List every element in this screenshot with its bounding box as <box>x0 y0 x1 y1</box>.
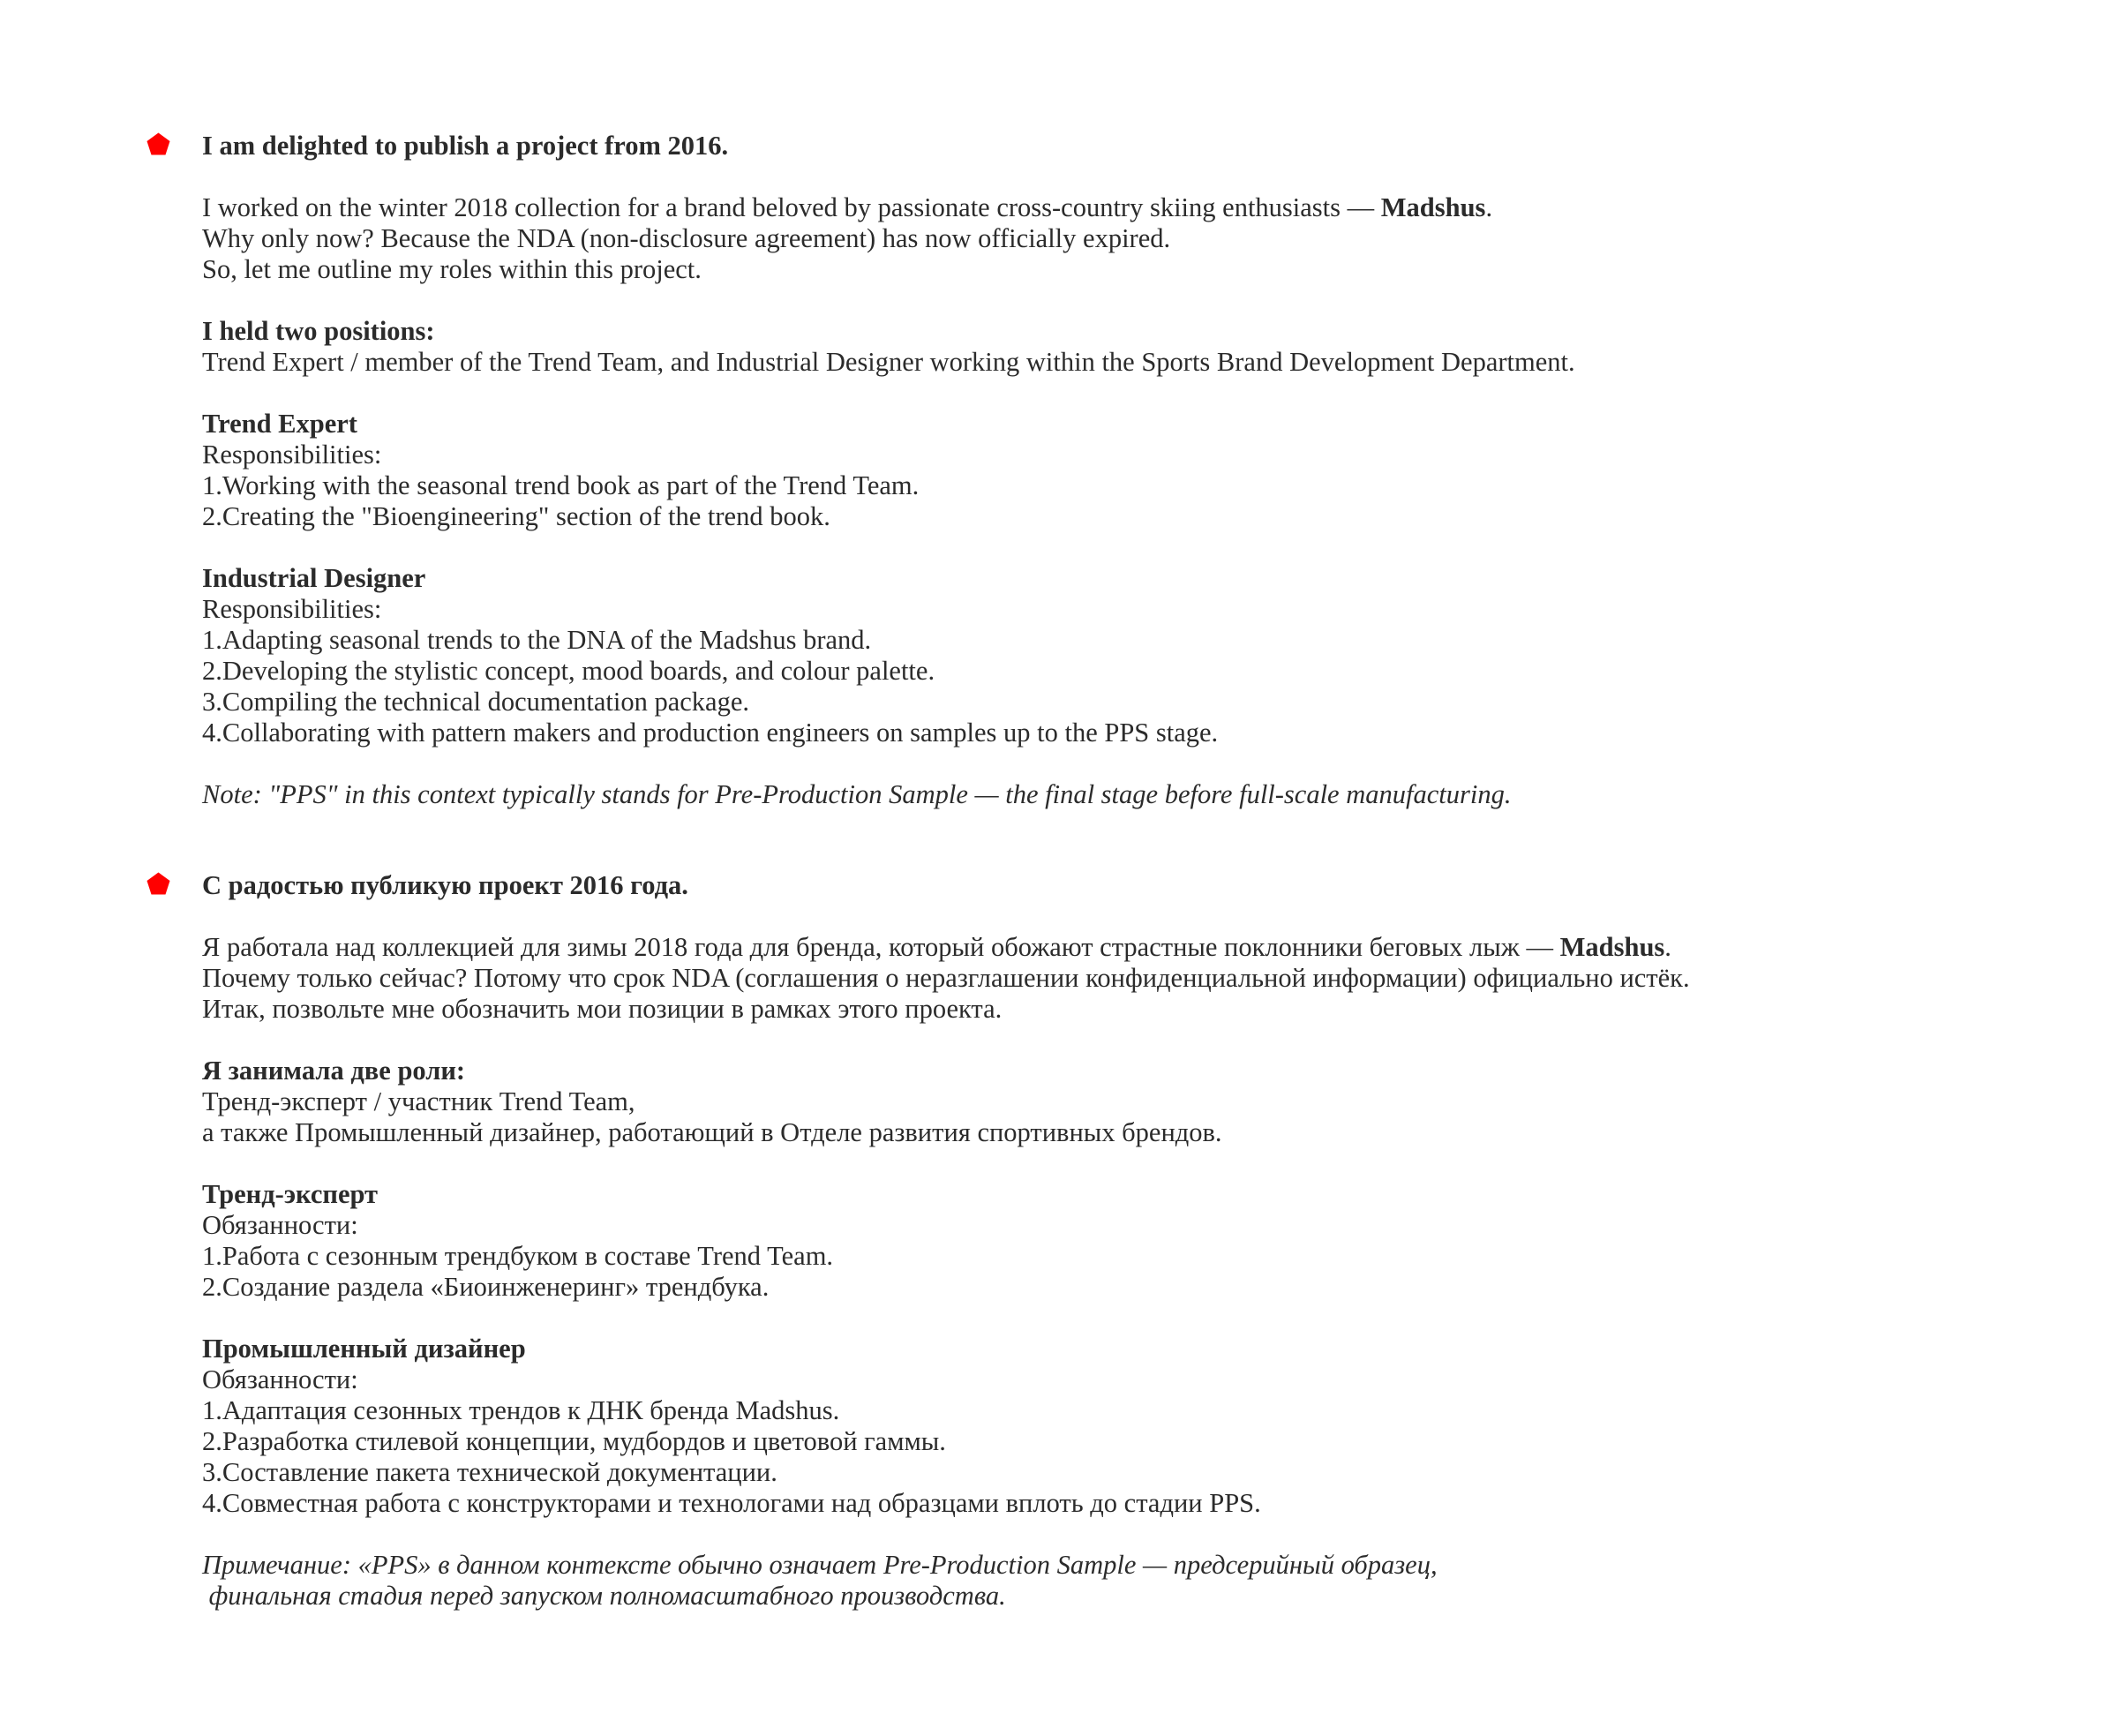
list-item: 1.Работа с сезонным трендбуком в составе Trend Team. <box>202 1241 834 1271</box>
intro-line-3: So, let me outline my roles within this project. <box>202 254 702 284</box>
list-item: 2.Создание раздела «Биоинженеринг» трендбука. <box>202 1272 770 1302</box>
section-heading: С радостью публикую проект 2016 года. <box>202 870 688 900</box>
positions-title: I held two positions: <box>202 316 435 346</box>
english-content <box>202 131 2055 810</box>
list-item: 3.Compiling the technical documentation package. <box>202 687 749 717</box>
intro-period: . <box>1485 192 1493 222</box>
intro-text: Я работала над коллекцией для зимы 2018 года для бренда, который обожают страстные поклонники беговых лыж — <box>202 932 1560 962</box>
intro-period: . <box>1664 932 1671 962</box>
responsibilities-label: Обязанности: <box>202 1364 358 1394</box>
list-item: 2.Creating the "Bioengineering" section of the trend book. <box>202 501 830 531</box>
intro-text: I worked on the winter 2018 collection for a brand beloved by passionate cross-country skiing enthusiasts — <box>202 192 1381 222</box>
brand-name: Madshus <box>1559 932 1665 962</box>
section-heading: I am delighted to publish a project from 2016. <box>202 131 729 161</box>
role-title-trend-expert: Trend Expert <box>202 409 357 439</box>
role-title-industrial-designer: Промышленный дизайнер <box>202 1334 526 1364</box>
note-line-1: Примечание: «PPS» в данном контексте обычно означает Pre-Production Sample — предсерийный образец, <box>202 1550 1438 1580</box>
responsibilities-label: Обязанности: <box>202 1210 358 1240</box>
positions-text: Trend Expert / member of the Trend Team, and Industrial Designer working within the Sports Brand Development Department. <box>202 347 1575 377</box>
list-item: 4.Совместная работа с конструкторами и технологами над образцами вплоть до стадии PPS. <box>202 1488 1261 1518</box>
list-item: 2.Developing the stylistic concept, mood boards, and colour palette. <box>202 656 935 686</box>
list-item: 1.Адаптация сезонных трендов к ДНК бренда Madshus. <box>202 1395 840 1425</box>
note: Note: "PPS" in this context typically stands for Pre-Production Sample — the final stage before full-scale manufacturing. <box>202 779 1512 809</box>
positions-title: Я занимала две роли: <box>202 1056 466 1086</box>
role-title-industrial-designer: Industrial Designer <box>202 563 426 593</box>
note-line-2: финальная стадия перед запуском полномасштабного производства. <box>202 1581 1006 1611</box>
red-pentagon-icon <box>146 872 170 895</box>
role-title-trend-expert: Тренд-эксперт <box>202 1179 379 1209</box>
list-item: 4.Collaborating with pattern makers and production engineers on samples up to the PPS stage. <box>202 718 1219 748</box>
list-item: 2.Разработка стилевой концепции, мудбордов и цветовой гаммы. <box>202 1426 946 1456</box>
positions-line-1: Тренд-эксперт / участник Trend Team, <box>202 1086 635 1116</box>
list-item: 1.Adapting seasonal trends to the DNA of the Madshus brand. <box>202 625 872 655</box>
russian-content <box>202 870 2055 1612</box>
intro-line-2: Why only now? Because the NDA (non-disclosure agreement) has now officially expired. <box>202 223 1171 253</box>
intro-line-1 <box>202 192 2055 223</box>
responsibilities-label: Responsibilities: <box>202 440 382 470</box>
intro-line-2: Почему только сейчас? Потому что срок NDA (соглашения о неразглашении конфиденциальной информации) официально истёк. <box>202 963 1690 993</box>
intro-line-1 <box>202 932 2055 963</box>
list-item: 1.Working with the seasonal trend book as part of the Trend Team. <box>202 470 920 500</box>
positions-line-2: а также Промышленный дизайнер, работающий в Отделе развития спортивных брендов. <box>202 1117 1222 1147</box>
red-pentagon-icon <box>146 132 170 155</box>
intro-line-3: Итак, позвольте мне обозначить мои позиции в рамках этого проекта. <box>202 994 1003 1024</box>
responsibilities-label: Responsibilities: <box>202 594 382 624</box>
brand-name: Madshus <box>1380 192 1486 222</box>
list-item: 3.Составление пакета технической документации. <box>202 1457 777 1487</box>
